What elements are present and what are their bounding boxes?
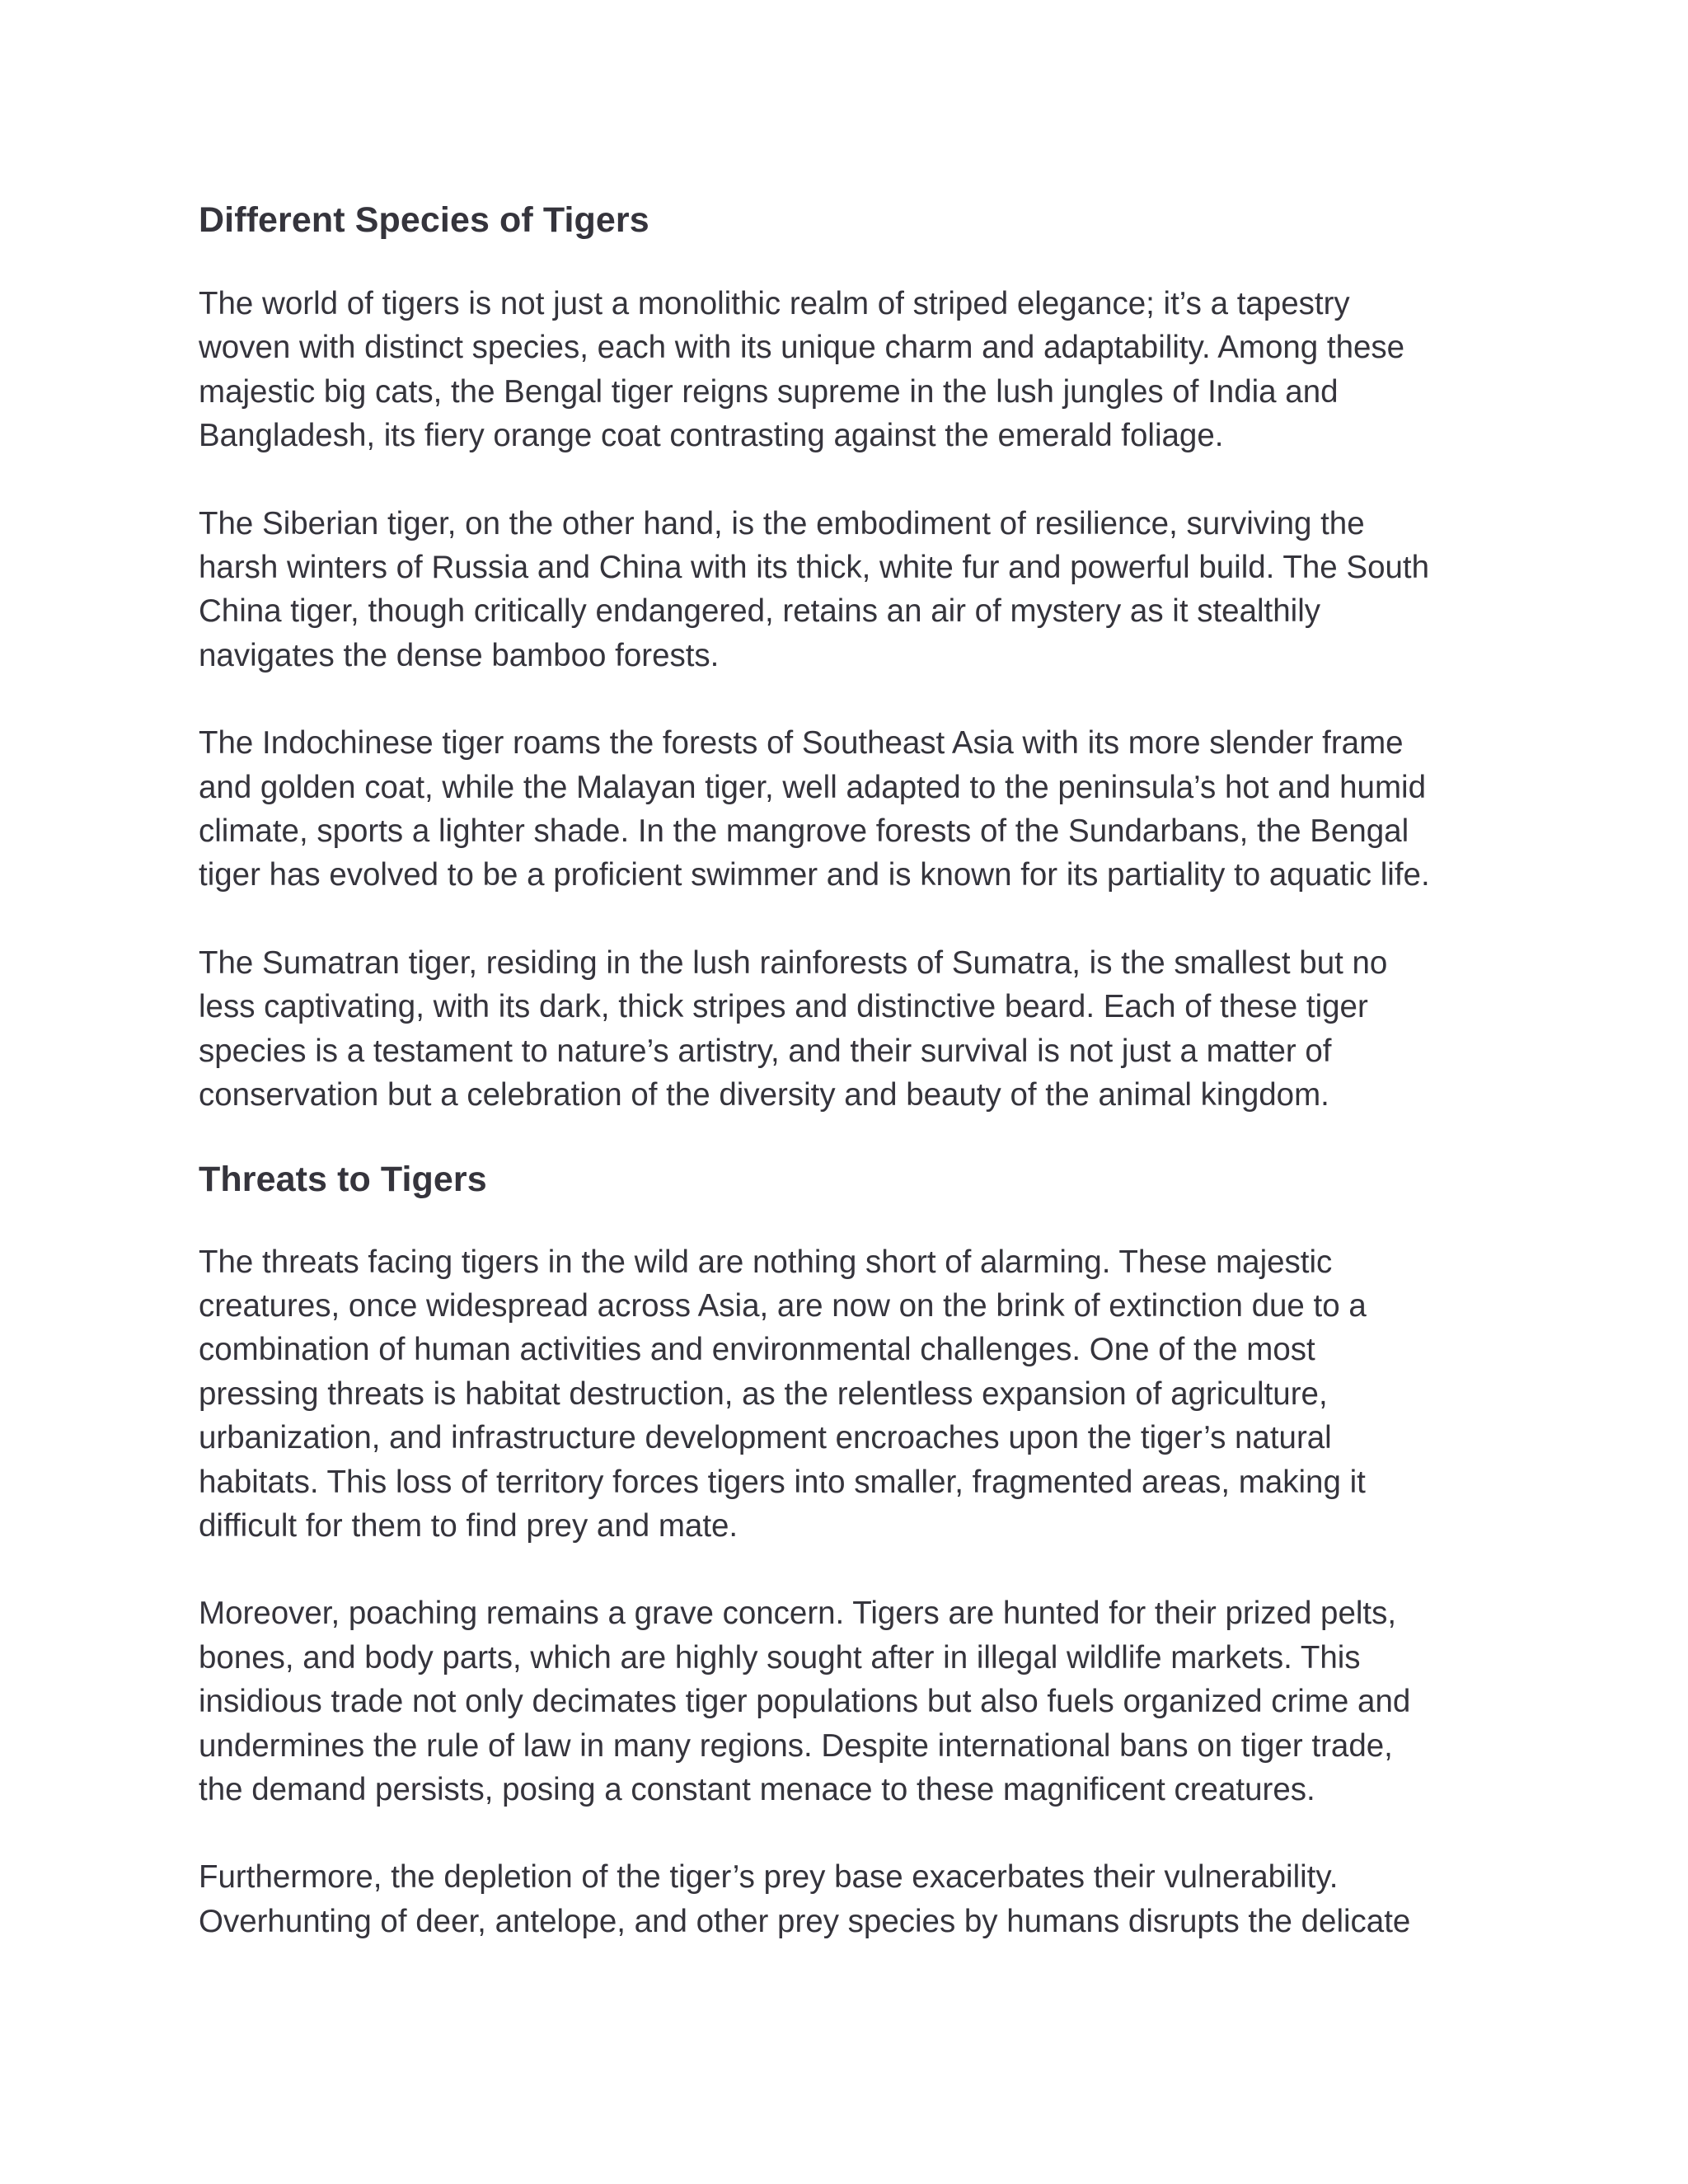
section-heading-species: Different Species of Tigers xyxy=(199,200,649,240)
text-line: The Siberian tiger, on the other hand, is the embodiment of resilience, surviving the xyxy=(199,505,1365,541)
text-line: tiger has evolved to be a proficient swimmer and is known for its partiality to aquatic life. xyxy=(199,857,1430,893)
text-line: urbanization, and infrastructure development encroaches upon the tiger’s natural xyxy=(199,1420,1332,1456)
text-line: less captivating, with its dark, thick stripes and distinctive beard. Each of these tiger xyxy=(199,989,1368,1025)
paragraph xyxy=(199,1855,1550,1943)
text-line: navigates the dense bamboo forests. xyxy=(199,637,720,673)
text-line: The world of tigers is not just a monolithic realm of striped elegance; it’s a tapestry xyxy=(199,286,1350,321)
paragraph xyxy=(199,282,1550,458)
text-line: habitats. This loss of territory forces tigers into smaller, fragmented areas, making it xyxy=(199,1464,1366,1500)
text-line: combination of human activities and environmental challenges. One of the most xyxy=(199,1332,1315,1368)
text-line: Bangladesh, its fiery orange coat contrasting against the emerald foliage. xyxy=(199,418,1224,454)
text-line: Overhunting of deer, antelope, and other prey species by humans disrupts the delicate xyxy=(199,1903,1411,1939)
text-line: harsh winters of Russia and China with its thick, white fur and powerful build. The South xyxy=(199,550,1430,586)
text-line: insidious trade not only decimates tiger populations but also fuels organized crime and xyxy=(199,1684,1411,1720)
text-line: species is a testament to nature’s artistry, and their survival is not just a matter of xyxy=(199,1033,1332,1069)
text-line: the demand persists, posing a constant menace to these magnificent creatures. xyxy=(199,1771,1315,1807)
paragraph xyxy=(199,1240,1550,1549)
text-line: China tiger, though critically endangered, retains an air of mystery as it stealthily xyxy=(199,593,1321,630)
text-line: climate, sports a lighter shade. In the mangrove forests of the Sundarbans, the Bengal xyxy=(199,813,1409,850)
paragraph xyxy=(199,941,1550,1118)
text-line: woven with distinct species, each with its unique charm and adaptability. Among these xyxy=(199,330,1405,366)
paragraph xyxy=(199,1591,1550,1811)
text-line: undermines the rule of law in many regions. Despite international bans on tiger trade, xyxy=(199,1727,1393,1764)
text-line: majestic big cats, the Bengal tiger reigns supreme in the lush jungles of India and xyxy=(199,373,1339,410)
section-heading-threats: Threats to Tigers xyxy=(199,1159,487,1199)
text-line: Furthermore, the depletion of the tiger’s prey base exacerbates their vulnerability. xyxy=(199,1859,1339,1896)
text-line: conservation but a celebration of the diversity and beauty of the animal kingdom. xyxy=(199,1077,1329,1113)
text-line: and golden coat, while the Malayan tiger, well adapted to the peninsula’s hot and humid xyxy=(199,769,1426,805)
paragraph xyxy=(199,721,1550,898)
text-line: difficult for them to find prey and mate. xyxy=(199,1507,738,1544)
text-line: creatures, once widespread across Asia, are now on the brink of extinction due to a xyxy=(199,1287,1367,1324)
text-line: pressing threats is habitat destruction, as the relentless expansion of agriculture, xyxy=(199,1376,1328,1412)
paragraph xyxy=(199,502,1550,678)
text-line: The threats facing tigers in the wild are nothing short of alarming. These majestic xyxy=(199,1244,1333,1280)
text-line: The Indochinese tiger roams the forests of Southeast Asia with its more slender frame xyxy=(199,725,1404,762)
text-line: Moreover, poaching remains a grave concern. Tigers are hunted for their prized pelts, xyxy=(199,1596,1397,1632)
text-line: The Sumatran tiger, residing in the lush rainforests of Sumatra, is the smallest but no xyxy=(199,944,1388,981)
text-line: bones, and body parts, which are highly sought after in illegal wildlife markets. This xyxy=(199,1639,1361,1675)
document-page xyxy=(199,188,1550,1943)
